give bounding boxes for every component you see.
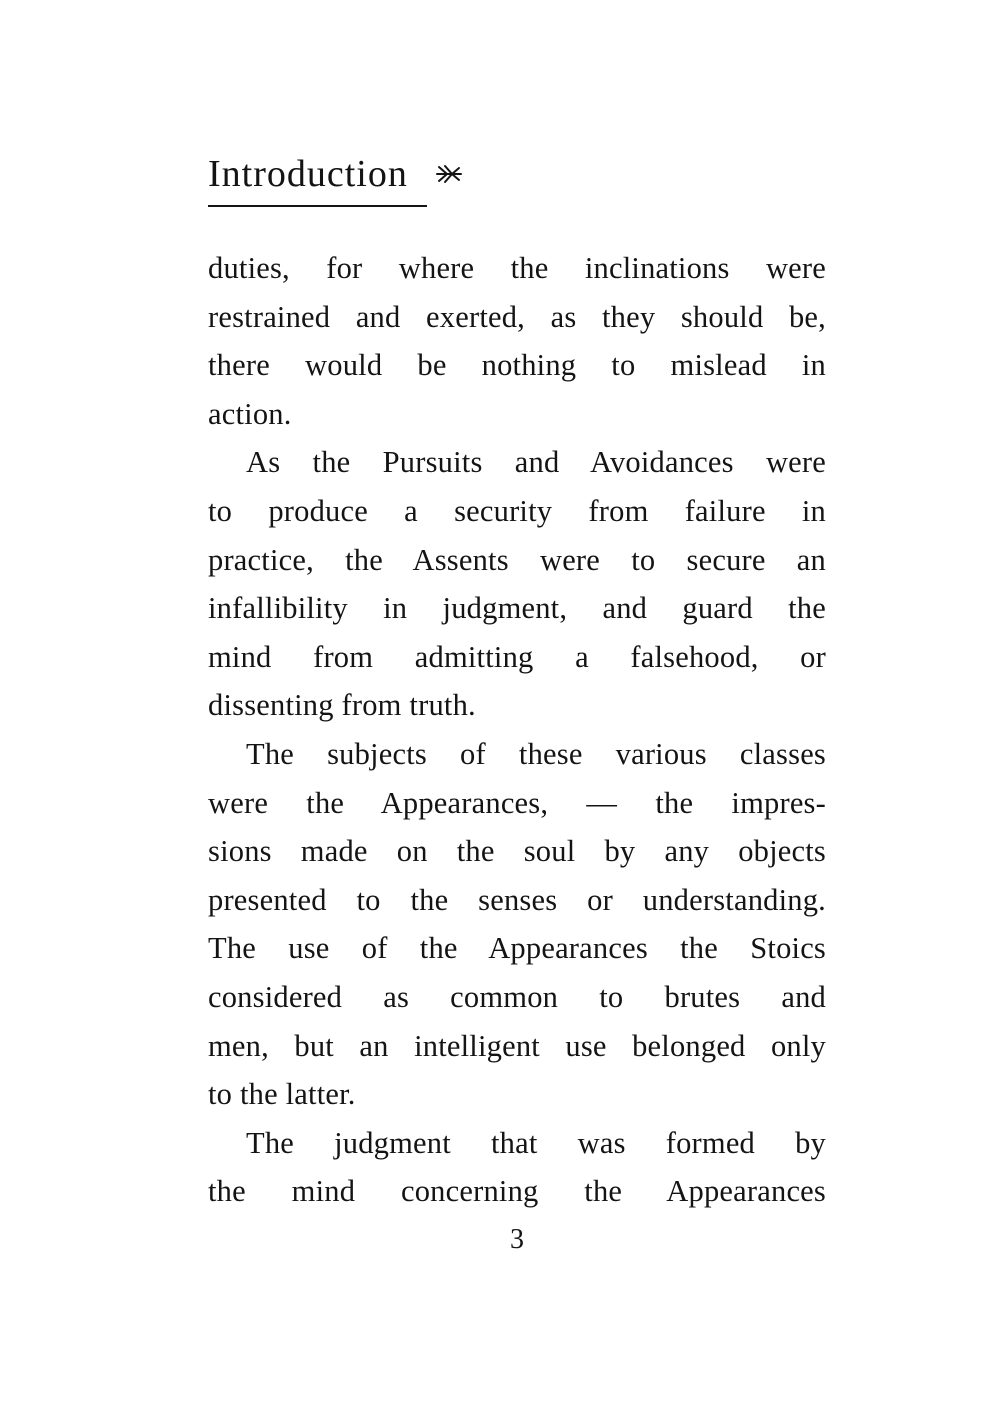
paragraph-line: to produce a security from failure in [208, 493, 826, 528]
paragraph-line: duties, for where the inclinations were [208, 251, 826, 285]
paragraph-line: The judgment that was formed by [246, 1125, 826, 1160]
paragraph-line: there would be nothing to mislead in [208, 348, 826, 383]
paragraph-line: presented to the senses or understanding. [208, 882, 826, 917]
body-text [208, 244, 826, 1216]
running-head [208, 150, 508, 210]
paragraph-line: considered as common to brutes and [208, 979, 826, 1014]
paragraph-line: were the Appearances, — the impres- [208, 785, 826, 820]
running-head-rule [208, 205, 427, 207]
paragraph-line: men, but an intelligent use belonged only [208, 1028, 826, 1063]
running-head-title: Introduction [208, 153, 408, 195]
paragraph-line: infallibility in judgment, and guard the [208, 591, 826, 626]
paragraph-line: As the Pursuits and Avoidances were [246, 445, 826, 480]
fleuron-icon [434, 162, 464, 186]
paragraph-line: mind from admitting a falsehood, or [208, 639, 826, 674]
paragraph-line: to the latter. [208, 1077, 356, 1112]
paragraph-line: dissenting from truth. [208, 688, 476, 723]
paragraph-line: The subjects of these various classes [246, 736, 826, 771]
paragraph-line: The use of the Appearances the Stoics [208, 931, 826, 966]
page-number: 3 [510, 1224, 524, 1255]
paragraph-line: action. [208, 396, 292, 431]
paragraph-line: restrained and exerted, as they should be, [208, 299, 826, 334]
paragraph-line: practice, the Assents were to secure an [208, 542, 826, 577]
paragraph-line: the mind concerning the Appearances [208, 1174, 826, 1209]
paragraph-line: sions made on the soul by any objects [208, 834, 826, 869]
